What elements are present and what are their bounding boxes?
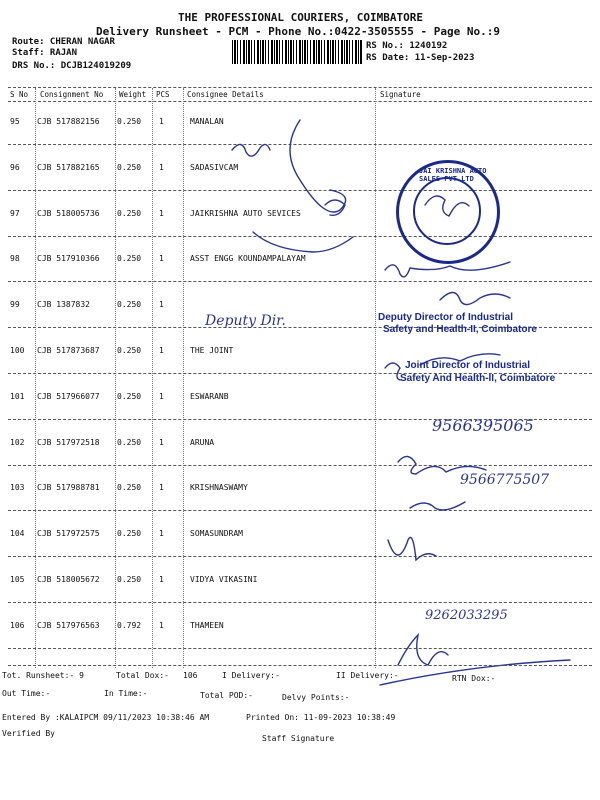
row-consignment: CJB 517988781 bbox=[37, 483, 100, 493]
ii-delivery: II Delivery:- bbox=[336, 671, 399, 680]
row-consignment: CJB 517873687 bbox=[37, 346, 100, 355]
row-weight: 0.250 bbox=[117, 575, 142, 584]
col-consignment: Consignment No bbox=[40, 90, 104, 99]
row-consignment: CJB 517966077 bbox=[37, 391, 100, 401]
row-pcs: 1 bbox=[159, 529, 164, 539]
row-weight: 0.250 bbox=[117, 391, 142, 401]
tot-runsheet: Tot. Runsheet:- 9 bbox=[2, 671, 84, 680]
row-pcs: 1 bbox=[159, 208, 164, 218]
row-pcs: 1 bbox=[159, 391, 164, 401]
row-weight: 0.250 bbox=[117, 346, 142, 355]
col-weight: Weight bbox=[119, 90, 147, 99]
row-consignee: ARUNA bbox=[190, 437, 215, 447]
row-sno: 95 bbox=[10, 117, 20, 126]
row-pcs: 1 bbox=[159, 620, 164, 630]
row-sno: 97 bbox=[10, 208, 20, 218]
out-time: Out Time:- bbox=[2, 689, 51, 698]
row-sno: 101 bbox=[10, 391, 25, 401]
col-pcs: PCS bbox=[156, 90, 170, 99]
rtn-dox: RTN Dox:- bbox=[452, 674, 496, 683]
row-pcs: 1 bbox=[159, 346, 164, 355]
delvy-points: Delvy Points:- bbox=[282, 693, 350, 702]
drs-number: DRS No.: DCJB124019209 bbox=[12, 61, 132, 71]
row-consignment: CJB 517910366 bbox=[37, 254, 100, 264]
row-consignee: SADASIVCAM bbox=[190, 162, 239, 172]
row-consignee: MANALAN bbox=[190, 117, 224, 126]
rs-number: RS No.: 1240192 bbox=[366, 41, 448, 51]
row-consignment: CJB 517972518 bbox=[37, 437, 100, 447]
i-delivery: I Delivery:- bbox=[222, 671, 280, 680]
route-label: Route: CHERAN NAGAR bbox=[12, 37, 115, 47]
row-weight: 0.250 bbox=[117, 300, 142, 310]
row-weight: 0.250 bbox=[117, 437, 142, 447]
row-pcs: 1 bbox=[159, 162, 164, 172]
row-sno: 103 bbox=[10, 483, 25, 493]
row-consignee: JAIKRISHNA AUTO SEVICES bbox=[190, 208, 301, 218]
row-pcs: 1 bbox=[159, 300, 164, 310]
row101-phone: 9566395065 bbox=[432, 416, 534, 435]
row-sno: 99 bbox=[10, 300, 20, 310]
total-dox-value: 106 bbox=[183, 671, 198, 680]
stamp-ring-text: JAI KRISHNA AUTO SALES PVT LTD bbox=[419, 167, 487, 183]
row-consignment: CJB 517882156 bbox=[37, 117, 100, 126]
row-pcs: 1 bbox=[159, 437, 164, 447]
row-weight: 0.250 bbox=[117, 208, 142, 218]
row-sno: 104 bbox=[10, 529, 25, 539]
row-sno: 105 bbox=[10, 575, 25, 584]
row-consignee: THAMEEN bbox=[190, 620, 224, 630]
row-consignee: ESWARANB bbox=[190, 391, 229, 401]
staff-signature: Staff Signature bbox=[262, 734, 335, 743]
total-dox-label: Total Dox:- bbox=[116, 671, 169, 680]
row-pcs: 1 bbox=[159, 575, 164, 584]
row-consignment: CJB 517882165 bbox=[37, 162, 100, 172]
row-pcs: 1 bbox=[159, 254, 164, 264]
joint-director-stamp-line2: Safety And Health-II, Coimbatore bbox=[400, 373, 556, 384]
row-sno: 100 bbox=[10, 346, 25, 355]
row105-phone: 9262033295 bbox=[425, 608, 508, 623]
row-consignee: VIDYA VIKASINI bbox=[190, 575, 258, 584]
row-pcs: 1 bbox=[159, 117, 164, 126]
deputy-director-stamp-line2: Safety and Health-II, Coimbatore bbox=[383, 324, 537, 335]
row-weight: 0.250 bbox=[117, 117, 142, 126]
row-consignment: CJB 517976563 bbox=[37, 620, 100, 630]
row-weight: 0.792 bbox=[117, 620, 142, 630]
joint-director-stamp-line1: Joint Director of Industrial bbox=[405, 360, 531, 371]
row99-handwriting: Deputy Dir. bbox=[205, 313, 286, 329]
runsheet-title: Delivery Runsheet - PCM - Phone No.:0422-3505555 - Page No.:9 bbox=[96, 25, 500, 38]
row-weight: 0.250 bbox=[117, 254, 142, 264]
row-consignee: KRISHNASWAMY bbox=[190, 483, 248, 493]
row-weight: 0.250 bbox=[117, 529, 142, 539]
row-pcs: 1 bbox=[159, 483, 164, 493]
col-sno: S No bbox=[10, 90, 29, 99]
total-pod: Total POD:- bbox=[200, 691, 253, 700]
row-consignee: ASST ENGG KOUNDAMPALAYAM bbox=[190, 254, 306, 264]
row-sno: 102 bbox=[10, 437, 25, 447]
row-sno: 98 bbox=[10, 254, 20, 264]
rs-date: RS Date: 11-Sep-2023 bbox=[366, 53, 475, 63]
company-name: THE PROFESSIONAL COURIERS, COIMBATORE bbox=[178, 11, 424, 24]
row-weight: 0.250 bbox=[117, 483, 142, 493]
row-sno: 106 bbox=[10, 620, 25, 630]
verified-by: Verified By bbox=[2, 729, 55, 738]
row102-phone: 9566775507 bbox=[460, 472, 550, 488]
divider bbox=[8, 665, 592, 666]
row-weight: 0.250 bbox=[117, 162, 142, 172]
row-consignment: CJB 517972575 bbox=[37, 529, 100, 539]
row-sno: 96 bbox=[10, 162, 20, 172]
row-consignment: CJB 518005672 bbox=[37, 575, 100, 584]
in-time: In Time:- bbox=[104, 689, 148, 698]
row-consignment: CJB 1387832 bbox=[37, 300, 90, 310]
deputy-director-stamp-line1: Deputy Director of Industrial bbox=[378, 312, 514, 323]
col-consignee: Consignee Details bbox=[187, 90, 264, 99]
printed-on: Printed On: 11-09-2023 10:38:49 bbox=[246, 713, 396, 722]
row-consignee: THE JOINT bbox=[190, 346, 234, 355]
entered-by: Entered By :KALAIPCM 09/11/2023 10:38:46 AM bbox=[2, 713, 210, 722]
row-consignee: SOMASUNDRAM bbox=[190, 529, 243, 539]
row-consignment: CJB 518005736 bbox=[37, 208, 100, 218]
staff-label: Staff: RAJAN bbox=[12, 48, 78, 58]
col-signature: Signature bbox=[380, 90, 421, 99]
